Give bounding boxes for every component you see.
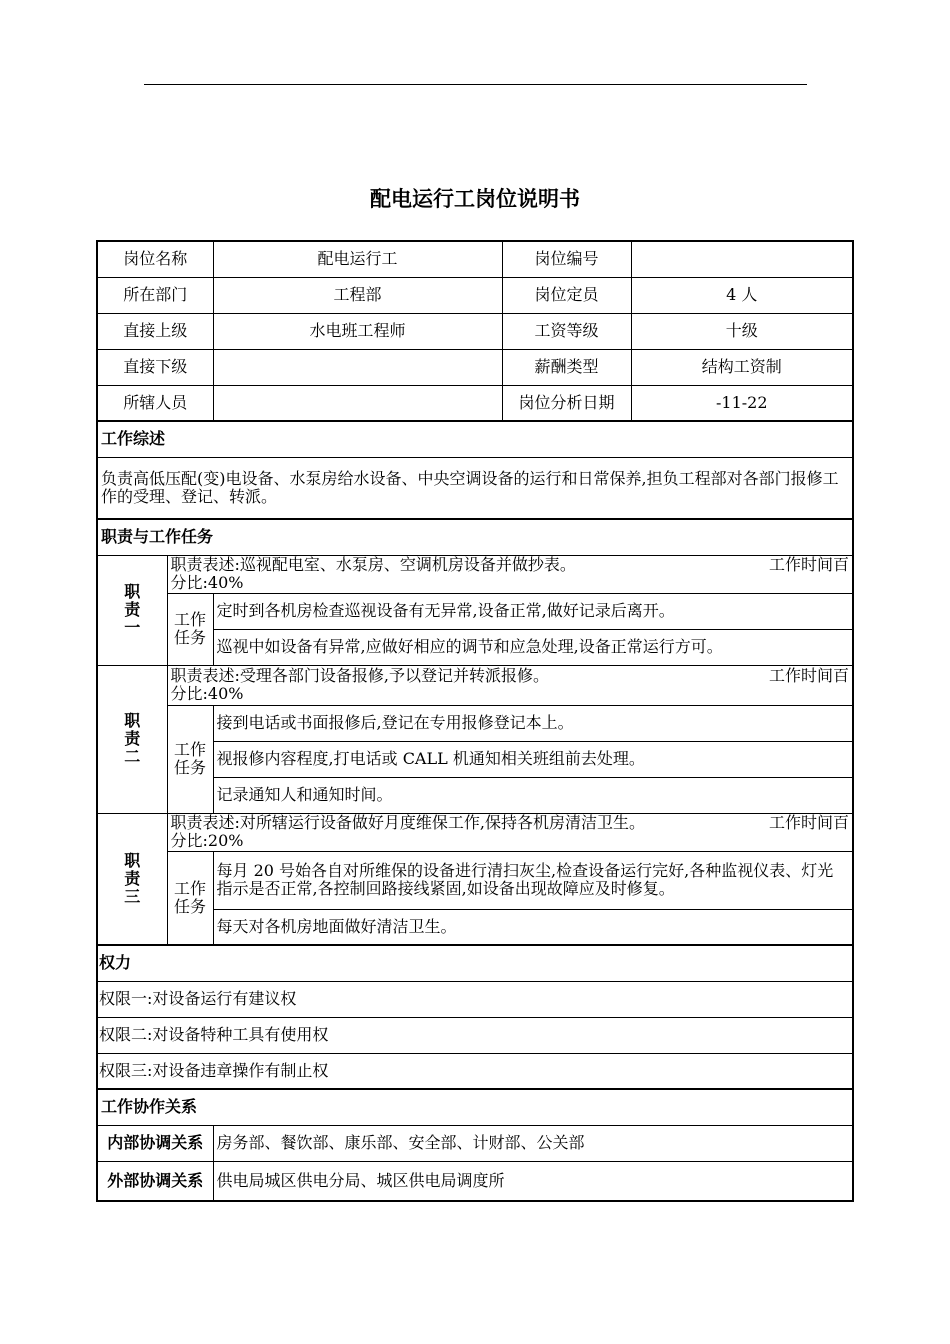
page-title: 配电运行工岗位说明书 [370, 187, 580, 211]
authority-heading: 权力 [97, 945, 853, 981]
duty-2-task-3: 记录通知人和通知时间。 [213, 777, 853, 813]
authority-item-2: 权限二:对设备特种工具有使用权 [97, 1017, 853, 1053]
info-row [97, 277, 853, 313]
info-label: 薪酬类型 [502, 349, 631, 385]
info-value: 水电班工程师 [213, 313, 502, 349]
duty-1-task-1: 定时到各机房检查巡视设备有无异常,设备正常,做好记录后离开。 [213, 593, 853, 629]
internal-coop-value: 房务部、餐饮部、康乐部、安全部、计财部、公关部 [213, 1125, 853, 1161]
info-row [97, 385, 853, 421]
info-value: 十级 [631, 313, 853, 349]
duties-heading: 职责与工作任务 [97, 519, 853, 555]
external-coop-label: 外部协调关系 [97, 1161, 213, 1201]
info-row [97, 313, 853, 349]
info-value: 4 人 [631, 277, 853, 313]
duty-1-label: 职责一 [97, 555, 167, 665]
info-label: 岗位分析日期 [502, 385, 631, 421]
info-label: 岗位定员 [502, 277, 631, 313]
info-label: 所在部门 [97, 277, 213, 313]
external-coop-value: 供电局城区供电分局、城区供电局调度所 [213, 1161, 853, 1201]
info-value: -11-22 [631, 385, 853, 421]
info-row [97, 241, 853, 277]
info-row [97, 349, 853, 385]
info-value: 配电运行工 [213, 241, 502, 277]
duty-2-statement: 职责表述:受理各部门设备报修,予以登记并转派报修。 工作时间百 分比:40% [167, 665, 853, 705]
info-label: 直接上级 [97, 313, 213, 349]
info-value [213, 349, 502, 385]
info-label: 直接下级 [97, 349, 213, 385]
job-description-table [96, 240, 854, 1202]
header-rule [144, 84, 807, 85]
authority-item-1: 权限一:对设备运行有建议权 [97, 981, 853, 1017]
summary-heading: 工作综述 [97, 421, 853, 457]
duty-3-label: 职责三 [97, 813, 167, 945]
info-label: 所辖人员 [97, 385, 213, 421]
duty-1-task-label: 工作任务 [167, 593, 213, 665]
authority-item-3: 权限三:对设备违章操作有制止权 [97, 1053, 853, 1089]
internal-coop-label: 内部协调关系 [97, 1125, 213, 1161]
duty-2-task-label: 工作任务 [167, 705, 213, 813]
info-value: 结构工资制 [631, 349, 853, 385]
duty-3-task-label: 工作任务 [167, 851, 213, 945]
duty-1-task-2: 巡视中如设备有异常,应做好相应的调节和应急处理,设备正常运行方可。 [213, 629, 853, 665]
duty-2-task-2: 视报修内容程度,打电话或 CALL 机通知相关班组前去处理。 [213, 741, 853, 777]
summary-text: 负责高低压配(变)电设备、水泵房给水设备、中央空调设备的运行和日常保养,担负工程部对各部门报修工作的受理、登记、转派。 [97, 457, 853, 519]
duty-3-statement: 职责表述:对所辖运行设备做好月度维保工作,保持各机房清洁卫生。 工作时间百 分比:20% [167, 813, 853, 851]
duty-2-label: 职责二 [97, 665, 167, 813]
info-value: 工程部 [213, 277, 502, 313]
info-label: 工资等级 [502, 313, 631, 349]
info-value [631, 241, 853, 277]
duty-1-statement: 职责表述:巡视配电室、水泵房、空调机房设备并做抄表。 工作时间百 分比:40% [167, 555, 853, 593]
duty-3-task-2: 每天对各机房地面做好清洁卫生。 [213, 909, 853, 945]
info-value [213, 385, 502, 421]
cooperation-heading: 工作协作关系 [97, 1089, 853, 1125]
duty-2-task-1: 接到电话或书面报修后,登记在专用报修登记本上。 [213, 705, 853, 741]
duty-3-task-1: 每月 20 号始各自对所维保的设备进行清扫灰尘,检查设备运行完好,各种监视仪表、灯光指示是否正常,各控制回路接线紧固,如设备出现故障应及时修复。 [213, 851, 853, 909]
info-label: 岗位名称 [97, 241, 213, 277]
info-label: 岗位编号 [502, 241, 631, 277]
